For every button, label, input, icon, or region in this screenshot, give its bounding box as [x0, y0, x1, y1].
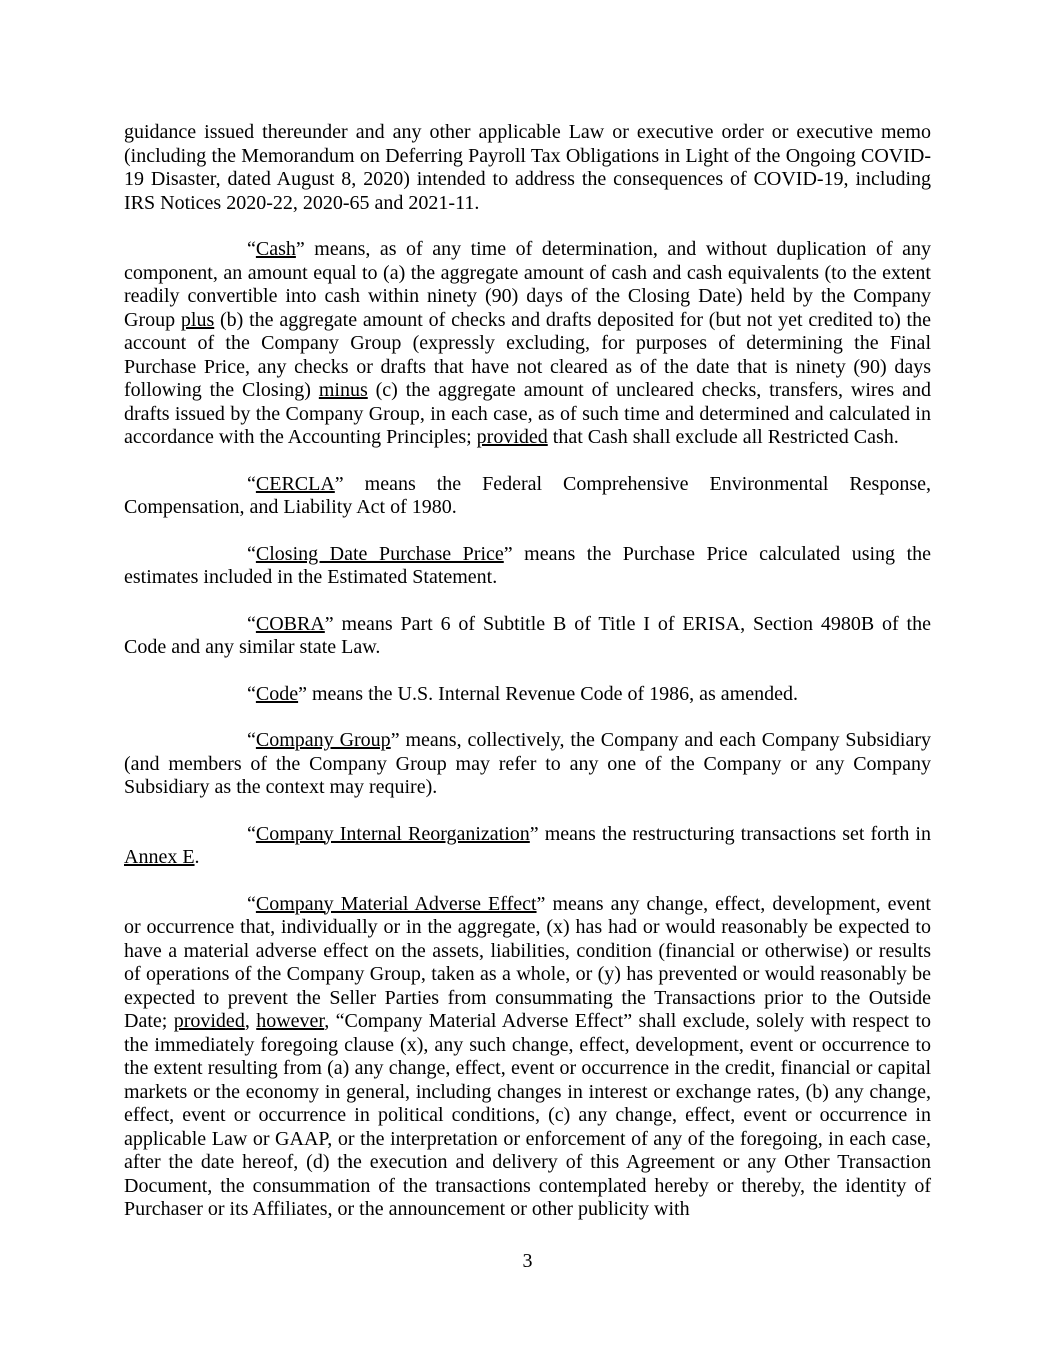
defined-term: minus [318, 379, 368, 401]
paragraph: “CERCLA” means the Federal Comprehensive Environmental Response, Compensation, and Liability Act of 1980. [124, 472, 931, 518]
paragraph: “Cash” means, as of any time of determination, and without duplication of any component, an amount equal to (a) the aggregate amount of cash and cash equivalents (to the extent readily convertible into cash within ninety (90) days of the Closing Date) held by the Company Group plus (b) the aggregate amount of checks and drafts deposited for (but not yet credited to) the account of the Company Group (expressly excluding, for purposes of determining the Final Purchase Price, any checks or drafts that have not cleared as of the date that is ninety (90) days following the Closing) minus (c) the aggregate amount of uncleared checks, transfers, wires and drafts issued by the Company Group, in each case, as of such time and determined and calculated in accordance with the Accounting Principles; provided that Cash shall exclude all Restricted Cash. [124, 238, 931, 448]
paragraph: “Company Internal Reorganization” means the restructuring transactions set forth in Annex E. [124, 822, 931, 868]
document-body [124, 121, 931, 1245]
defined-term: however [256, 1010, 325, 1032]
defined-term: plus [180, 308, 215, 331]
defined-term: Code [255, 682, 299, 705]
defined-term: Company Internal Reorganization [255, 822, 530, 845]
defined-term: Company Material Adverse Effect [255, 892, 537, 915]
defined-term: Company Group [255, 729, 391, 751]
paragraph: “Company Group” means, collectively, the Company and each Company Subsidiary (and members of the Company Group may refer to any one of the Company or any Company Subsidiary as the context may require). [124, 729, 931, 798]
defined-term: Cash [255, 238, 296, 260]
page-number: 3 [522, 1250, 533, 1272]
defined-term: Annex E [124, 846, 195, 868]
defined-term: COBRA [255, 612, 325, 635]
paragraph: “Code” means the U.S. Internal Revenue Code of 1986, as amended. [247, 682, 798, 705]
paragraph: “Closing Date Purchase Price” means the Purchase Price calculated using the estimates included in the Estimated Statement. [124, 542, 931, 588]
paragraph: guidance issued thereunder and any other applicable Law or executive order or executive memo (including the Memorandum on Deferring Payroll Tax Obligations in Light of the Ongoing COVID-19 Disaster, dated August 8, 2020) intended to address the consequences of COVID-19, including IRS Notices 2020-22, 2020-65 and 2021-11. [124, 121, 931, 214]
paragraph: “COBRA” means Part 6 of Subtitle B of Title I of ERISA, Section 4980B of the Code and any similar state Law. [124, 612, 931, 658]
defined-term: provided [476, 426, 548, 448]
defined-term: provided [173, 1010, 245, 1032]
defined-term: CERCLA [255, 472, 335, 495]
defined-term: Closing Date Purchase Price [255, 542, 504, 565]
paragraph: “Company Material Adverse Effect” means any change, effect, development, event or occurrence that, individually or in the aggregate, (x) has had or would reasonably be expected to have a material adverse effect on the assets, liabilities, condition (financial or otherwise) or results of operations of the Company Group, taken as a whole, or (y) has prevented or would reasonably be expected to prevent the Seller Parties from consummating the Transactions prior to the Outside Date; provided, however, “Company Material Adverse Effect” shall exclude, solely with respect to the immediately foregoing clause (x), any such change, effect, development, event or occurrence to the extent resulting from (a) any change, effect, event or occurrence in the credit, financial or capital markets or the economy in general, including changes in interest or exchange rates, (b) any change, effect, event or occurrence in political conditions, (c) any change, effect, event or occurrence in applicable Law or GAAP, or the interpretation or enforcement of any of the foregoing, in each case, after the date hereof, (d) the execution and delivery of this Agreement or any Other Transaction Document, the consummation of the transactions contemplated hereby or thereby, the identity of Purchaser or its Affiliates, or the announcement or other publicity with [124, 892, 932, 1220]
